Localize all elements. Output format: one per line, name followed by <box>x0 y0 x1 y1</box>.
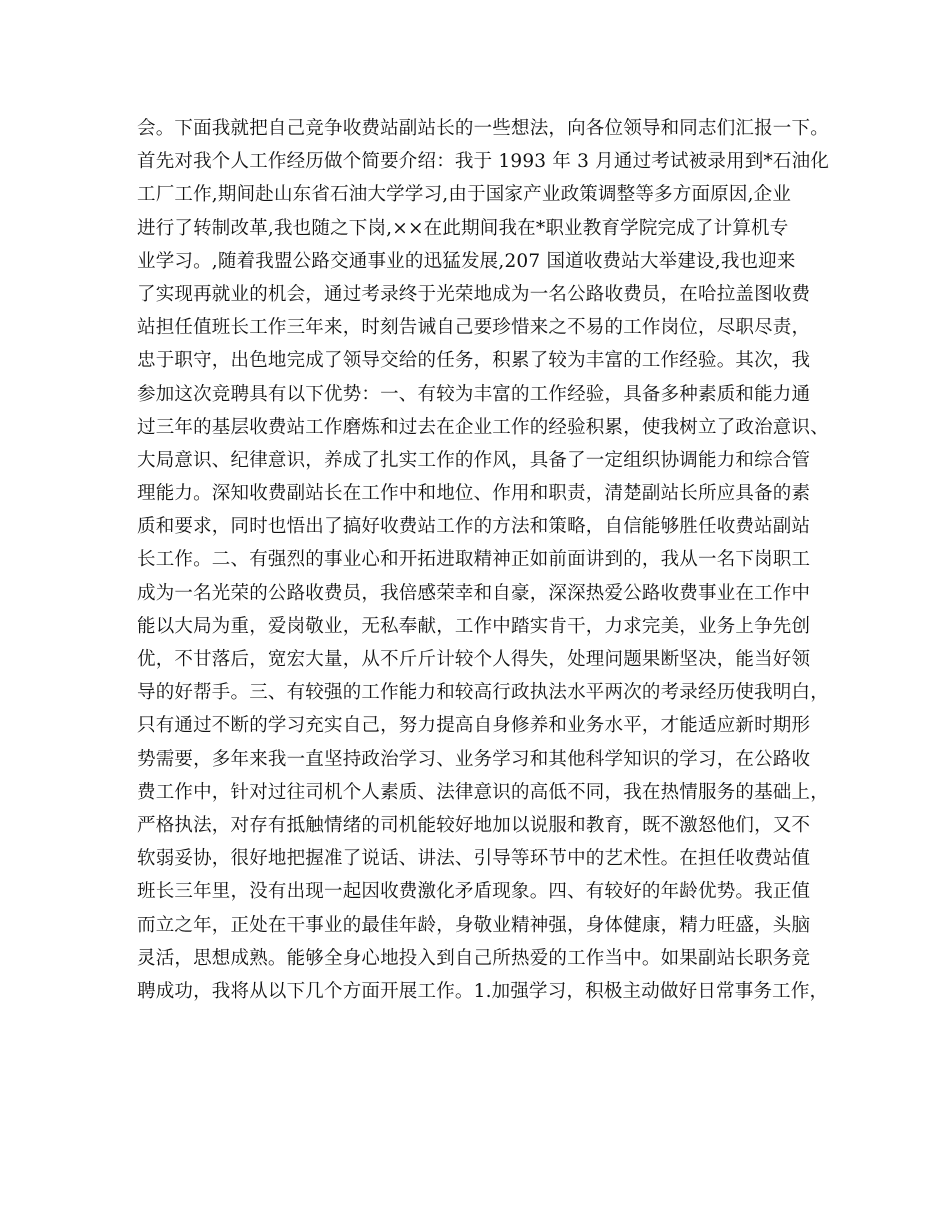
text-line-25: 而立之年，正处在干事业的最佳年龄，身敬业精神强，身体健康，精力旺盛，头脑 <box>137 914 811 936</box>
text-line-6: 了实现再就业的机会，通过考录终于光荣地成为一名公路收费员，在哈拉盖图收费 <box>137 283 811 305</box>
text-line-5: 业学习。,随着我盟公路交通事业的迅猛发展,207 国道收费站大举建设,我也迎来 <box>137 250 796 272</box>
text-line-21: 费工作中，针对过往司机个人素质、法律意识的高低不同，我在热情服务的基础上， <box>137 781 829 803</box>
text-line-2: 首先对我个人工作经历做个简要介绍：我于 1993 年 3 月通过考试被录用到*石油化 <box>137 151 830 173</box>
text-line-10: 过三年的基层收费站工作磨炼和过去在企业工作的经验积累，使我树立了政治意识、 <box>137 416 829 438</box>
text-line-22: 严格执法，对存有抵触情绪的司机能较好地加以说服和教育，既不激怒他们，又不 <box>137 814 811 836</box>
text-line-14: 长工作。二、有强烈的事业心和开拓进取精神正如前面讲到的，我从一名下岗职工 <box>137 549 811 571</box>
text-line-13: 质和要求，同时也悟出了搞好收费站工作的方法和策略，自信能够胜任收费站副站 <box>137 516 811 538</box>
text-line-23: 软弱妥协，很好地把握准了说话、讲法、引导等环节中的艺术性。在担任收费站值 <box>137 848 811 870</box>
text-line-20: 势需要，多年来我一直坚持政治学习、业务学习和其他科学知识的学习，在公路收 <box>137 748 811 770</box>
text-line-24: 班长三年里，没有出现一起因收费激化矛盾现象。四、有较好的年龄优势。我正值 <box>137 881 811 903</box>
text-line-18: 导的好帮手。三、有较强的工作能力和较高行政执法水平两次的考录经历使我明白， <box>137 682 829 704</box>
text-line-12: 理能力。深知收费副站长在工作中和地位、作用和职责，清楚副站长所应具备的素 <box>137 483 811 505</box>
text-line-19: 只有通过不断的学习充实自己，努力提高自身修养和业务水平，才能适应新时期形 <box>137 715 811 737</box>
text-line-1: 会。下面我就把自己竞争收费站副站长的一些想法，向各位领导和同志们汇报一下。 <box>137 118 829 139</box>
text-line-3: 工厂工作,期间赴山东省石油大学学习,由于国家产业政策调整等多方面原因,企业 <box>137 184 792 206</box>
text-line-27: 聘成功，我将从以下几个方面开展工作。1.加强学习，积极主动做好日常事务工作， <box>137 980 829 1002</box>
text-line-16: 能以大局为重，爱岗敬业，无私奉献，工作中踏实肯干，力求完美，业务上争先创 <box>137 615 811 637</box>
text-line-8: 忠于职守，出色地完成了领导交给的任务，积累了较为丰富的工作经验。其次，我 <box>137 350 811 372</box>
text-line-7: 站担任值班长工作三年来，时刻告诫自己要珍惜来之不易的工作岗位，尽职尽责， <box>137 317 811 339</box>
text-line-26: 灵活，思想成熟。能够全身心地投入到自己所热爱的工作当中。如果副站长职务竞 <box>137 947 811 969</box>
text-line-15: 成为一名光荣的公路收费员，我倍感荣幸和自豪，深深热爱公路收费事业在工作中 <box>137 582 811 604</box>
text-line-9: 参加这次竞聘具有以下优势：一、有较为丰富的工作经验，具备多种素质和能力通 <box>137 383 811 405</box>
text-line-17: 优，不甘落后，宽宏大量，从不斤斤计较个人得失，处理问题果断坚决，能当好领 <box>137 649 811 670</box>
body-text <box>137 112 837 1008</box>
text-line-11: 大局意识、纪律意识，养成了扎实工作的作风，具备了一定组织协调能力和综合管 <box>137 449 811 471</box>
text-line-4: 进行了转制改革,我也随之下岗,××在此期间我在*职业教育学院完成了计算机专 <box>137 217 789 239</box>
